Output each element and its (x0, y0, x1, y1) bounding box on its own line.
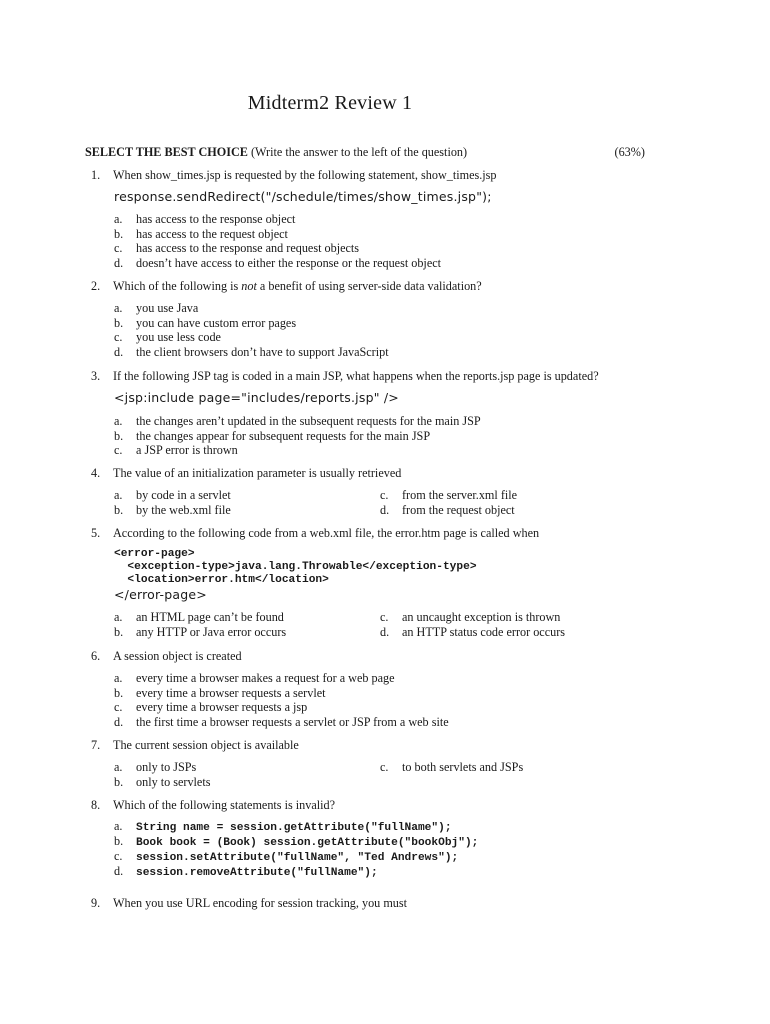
option-d: d. doesn’t have access to either the response or the request object (114, 256, 442, 271)
option-row: a. only to JSPs c. to both servlets and JSPs (114, 760, 524, 774)
option-c: c. you use less code (114, 330, 221, 345)
option-row: b. any HTTP or Java error occurs d. an HTTP status code error occurs (114, 624, 566, 639)
option-d: d. the first time a browser requests a servlet or JSP from a web site (114, 715, 449, 730)
option-row: a. an HTML page can’t be found c. an uncaught exception is thrown (114, 610, 561, 624)
option-row: b. only to servlets (114, 774, 211, 789)
question-5-code-end: </error-page> (114, 587, 207, 602)
option-a: a. the changes aren’t updated in the subsequent requests for the main JSP (114, 414, 481, 428)
question-text: When show_times.jsp is requested by the following statement, show_times.jsp (113, 168, 497, 182)
question-8 (91, 798, 691, 813)
option-row: a. by code in a servlet c. from the server.xml file (114, 488, 518, 502)
question-text: Which of the following statements is invalid? (113, 798, 336, 812)
instructions-text: (Write the answer to the left of the question) (247, 145, 468, 159)
question-6-options (114, 671, 674, 730)
question-2 (91, 279, 691, 294)
question-number: 3. (91, 369, 101, 383)
question-text: When you use URL encoding for session tracking, you must (113, 896, 408, 910)
question-text: If the following JSP tag is coded in a main JSP, what happens when the reports.jsp page is updated? (113, 369, 599, 383)
option-b: b. Book book = (Book) session.getAttribute("bookObj"); (114, 834, 479, 849)
question-5-code: <error-page> <exception-type>java.lang.Throwable</exception-type> <location>error.htm</location> (114, 548, 477, 586)
question-number: 4. (91, 466, 101, 480)
option-b: b. has access to the request object (114, 226, 288, 241)
question-number: 1. (91, 168, 101, 182)
question-number: 8. (91, 798, 101, 812)
question-3-code: <jsp:include page="includes/reports.jsp" /> (114, 390, 399, 405)
question-5 (91, 526, 691, 541)
question-3-options (114, 414, 674, 458)
option-a: a. String name = session.getAttribute("fullName"); (114, 819, 452, 834)
question-2-options (114, 301, 674, 360)
option-b: b. you can have custom error pages (114, 315, 297, 330)
question-3 (91, 369, 691, 384)
option-a: a. you use Java (114, 301, 199, 315)
question-number: 2. (91, 279, 101, 293)
question-number: 6. (91, 649, 101, 663)
question-number: 7. (91, 738, 101, 752)
question-1-options (114, 212, 674, 271)
question-text: Which of the following is not a benefit of using server-side data validation? (113, 279, 482, 293)
question-number: 9. (91, 896, 101, 910)
question-1-code: response.sendRedirect("/schedule/times/show_times.jsp"); (114, 189, 492, 204)
option-a: a. every time a browser makes a request for a web page (114, 671, 395, 685)
option-c: c. session.setAttribute("fullName", "Ted Andrews"); (114, 849, 459, 864)
option-b: b. the changes appear for subsequent requests for the main JSP (114, 428, 431, 443)
question-4 (91, 466, 691, 481)
question-text: A session object is created (113, 649, 242, 663)
question-4-options (114, 488, 674, 517)
question-9 (91, 896, 691, 911)
option-a: a. has access to the response object (114, 212, 296, 226)
option-c: c. has access to the response and request objects (114, 241, 360, 256)
question-number: 5. (91, 526, 101, 540)
option-d: d. session.removeAttribute("fullName"); (114, 864, 378, 879)
page-title: Midterm2 Review 1 (247, 92, 413, 114)
instructions (85, 145, 645, 160)
question-5-options (114, 610, 674, 639)
question-text: The current session object is available (113, 738, 299, 752)
option-b: b. every time a browser requests a servlet (114, 685, 326, 700)
question-text: According to the following code from a web.xml file, the error.htm page is called when (113, 526, 540, 540)
question-7 (91, 738, 691, 753)
question-6 (91, 649, 691, 664)
instructions-heading: SELECT THE BEST CHOICE (85, 145, 248, 159)
option-row: b. by the web.xml file d. from the request object (114, 502, 515, 517)
option-c: c. a JSP error is thrown (114, 443, 238, 458)
question-text: The value of an initialization parameter is usually retrieved (113, 466, 402, 480)
option-c: c. every time a browser requests a jsp (114, 700, 308, 715)
question-1 (91, 168, 691, 183)
question-8-options (114, 819, 674, 879)
question-7-options (114, 760, 674, 789)
option-d: d. the client browsers don’t have to support JavaScript (114, 345, 389, 360)
instructions-percent: (63%) (614, 145, 645, 159)
